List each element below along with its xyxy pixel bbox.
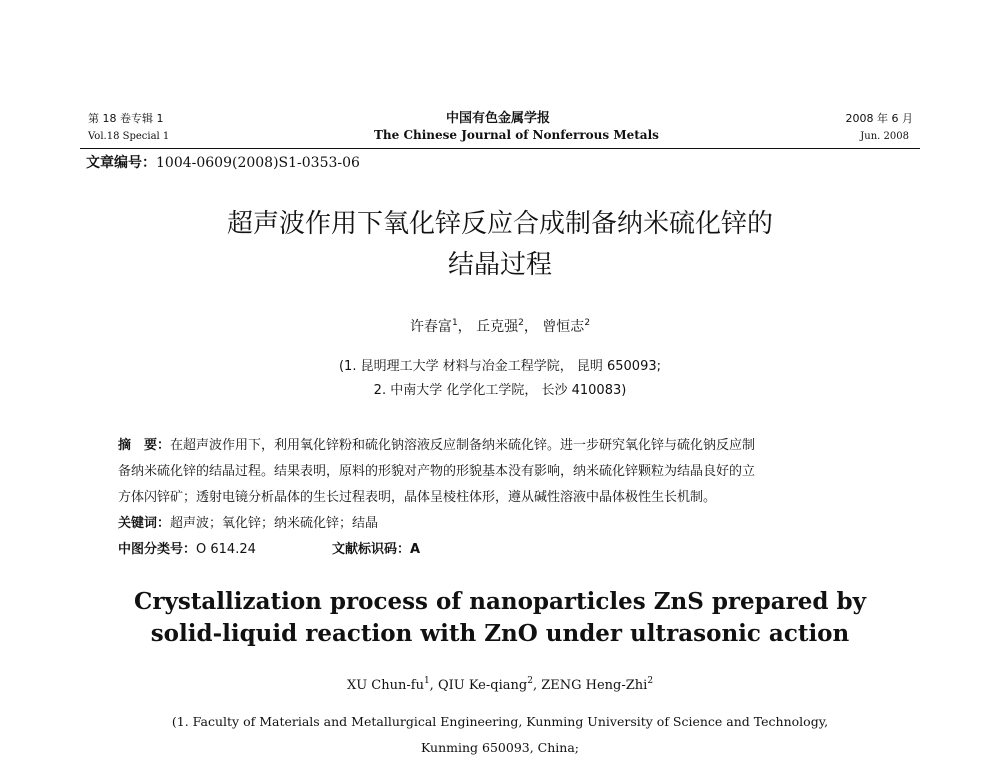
- keywords-cn: [118, 512, 378, 531]
- author-sep: ,: [429, 678, 438, 693]
- keywords-cn-value: 超声波；氧化锌；纳米硫化锌；结晶: [170, 516, 379, 531]
- author-cn-3: 曾恒志: [542, 319, 585, 335]
- clc-label: 中图分类号：: [118, 542, 197, 557]
- affiliation-cn-1: (1. 昆明理工大学 材料与冶金工程学院， 昆明 650093;: [338, 359, 661, 374]
- abstract-cn-line-3: 方体闪锌矿；透射电镜分析晶体的生长过程表明，晶体呈棱柱体形，遵从碱性溶液中晶体极性生长机制。: [118, 490, 717, 505]
- abstract-cn-line-1: [118, 434, 755, 453]
- document-code-value: A: [410, 542, 421, 557]
- abstract-cn-text-1: 在超声波作用下，利用氧化锌粉和硫化钠溶液反应制备纳米硫化锌。进一步研究氧化锌与硫化钠反应制: [170, 438, 756, 453]
- affiliation-en-2: Kunming 650093, China;: [420, 740, 580, 755]
- title-cn-line-1: 超声波作用下氧化锌反应合成制备纳米硫化锌的: [226, 209, 773, 239]
- title-en-line-2: solid-liquid reaction with ZnO under ultrasonic action: [150, 620, 850, 647]
- author-cn-1-affil: 1: [451, 318, 458, 328]
- header-rule: [80, 148, 920, 149]
- document-code: [332, 538, 420, 557]
- author-cn-1: 许春富: [409, 319, 452, 335]
- author-cn-2: 丘克强: [476, 319, 519, 335]
- author-en-3: ZENG Heng-Zhi: [541, 678, 648, 693]
- affiliation-en-1: (1. Faculty of Materials and Metallurgical Engineering, Kunming University of Science and Technology,: [171, 714, 829, 729]
- authors-en: [0, 676, 1000, 693]
- header-date-en: Jun. 2008: [860, 131, 909, 142]
- article-id-value: 1004-0609(2008)S1-0353-06: [156, 155, 360, 171]
- keywords-cn-label: 关键词：: [118, 516, 171, 531]
- author-en-2-affil: 2: [527, 676, 533, 686]
- header-volume-en: Vol.18 Special 1: [88, 131, 170, 142]
- author-sep: ，: [457, 319, 472, 335]
- header-journal-cn: 中国有色金属学报: [446, 111, 551, 126]
- author-sep: ,: [532, 678, 542, 693]
- title-en-line-1: Crystallization process of nanoparticles ZnS prepared by: [134, 588, 866, 615]
- title-cn-line-2: 结晶过程: [447, 250, 552, 280]
- header-volume-cn: 第 18 卷专辑 1: [88, 112, 164, 125]
- affiliation-cn-2: 2. 中南大学 化学化工学院， 长沙 410083): [373, 383, 627, 398]
- header-journal-en: The Chinese Journal of Nonferrous Metals: [374, 128, 659, 142]
- author-en-2: QIU Ke-qiang: [437, 678, 528, 693]
- author-en-1-affil: 1: [423, 676, 430, 686]
- author-cn-2-affil: 2: [518, 318, 524, 328]
- authors-cn: [0, 316, 1000, 336]
- clc-value: O 614.24: [196, 542, 256, 557]
- article-id-label: 文章编号：: [86, 155, 156, 171]
- abstract-cn-line-2: 备纳米硫化锌的结晶过程。结果表明，原料的形貌对产物的形貌基本没有影响，纳米硫化锌颗粒为结晶良好的立: [118, 464, 756, 479]
- article-id: [86, 152, 360, 172]
- header-date-cn: 2008 年 6 月: [845, 112, 913, 125]
- author-en-1: XU Chun-fu: [346, 678, 424, 693]
- author-cn-3-affil: 2: [584, 318, 591, 328]
- author-en-3-affil: 2: [647, 676, 654, 686]
- author-sep: ，: [523, 319, 538, 335]
- document-code-label: 文献标识码：: [332, 542, 411, 557]
- abstract-cn-label: 摘 要：: [118, 438, 171, 453]
- clc-number: [118, 538, 256, 557]
